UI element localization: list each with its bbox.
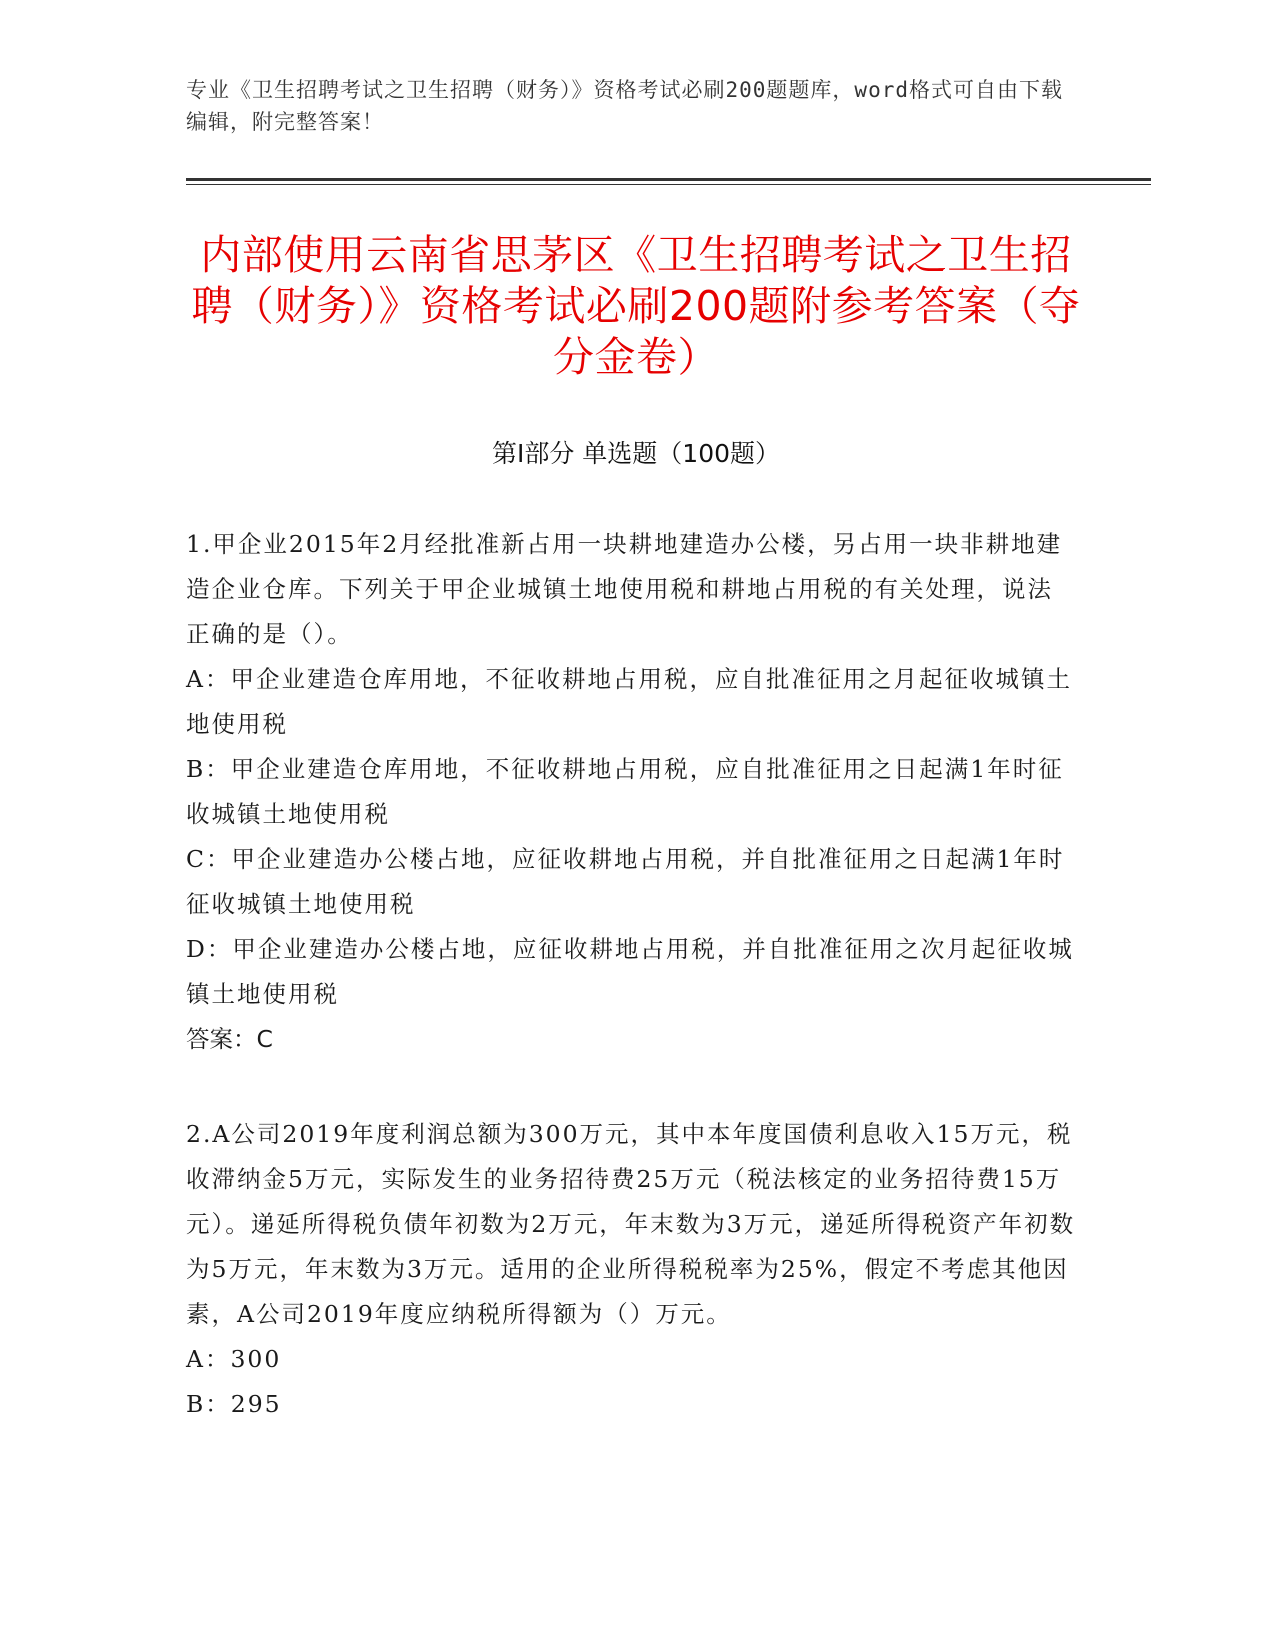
question-1-option-d: D：甲企业建造办公楼占地，应征收耕地占用税，并自批准征用之次月起征收城镇土地使用税 [186,935,1074,1008]
header-note: 专业《卫生招聘考试之卫生招聘（财务）》资格考试必刷200题题库，word格式可自由下载编辑，附完整答案！ [186,78,1063,134]
question-2-option-a: A：300 [186,1345,282,1373]
question-1-stem: 1.甲企业2015年2月经批准新占用一块耕地建造办公楼，另占用一块非耕地建造企业仓库。下列关于甲企业城镇土地使用税和耕地占用税的有关处理，说法正确的是（）。 [186,530,1063,648]
question-1 [186,522,1076,1062]
question-1-option-b: B：甲企业建造仓库用地，不征收耕地占用税，应自批准征用之日起满1年时征收城镇土地使用税 [186,755,1064,828]
question-1-option-a: A：甲企业建造仓库用地，不征收耕地占用税，应自批准征用之月起征收城镇土地使用税 [186,665,1072,738]
question-2-stem: 2.A公司2019年度利润总额为300万元，其中本年度国债利息收入15万元，税收滞纳金5万元，实际发生的业务招待费25万元（税法核定的业务招待费15万元）。递延所得税负债年初数为2万元，年末数为3万元，递延所得税资产年初数为5万元，年末数为3万元。适用的企业所得税税率为25%，假定不考虑其他因素，A公司2019年度应纳税所得额为（）万元。 [186,1120,1076,1328]
question-2 [186,1112,1076,1427]
document-title: 内部使用云南省思茅区《卫生招聘考试之卫生招聘（财务）》资格考试必刷200题附参考答案（夺分金卷） [191,231,1081,381]
header-rule-thick [186,178,1151,181]
question-1-answer: 答案：C [186,1025,273,1053]
question-1-option-c: C：甲企业建造办公楼占地，应征收耕地占用税，并自批准征用之日起满1年时征收城镇土地使用税 [186,845,1065,918]
section-title: 第Ⅰ部分 单选题（100题） [491,439,781,468]
question-2-option-b: B：295 [186,1390,282,1418]
header-rule-thin [186,184,1151,185]
